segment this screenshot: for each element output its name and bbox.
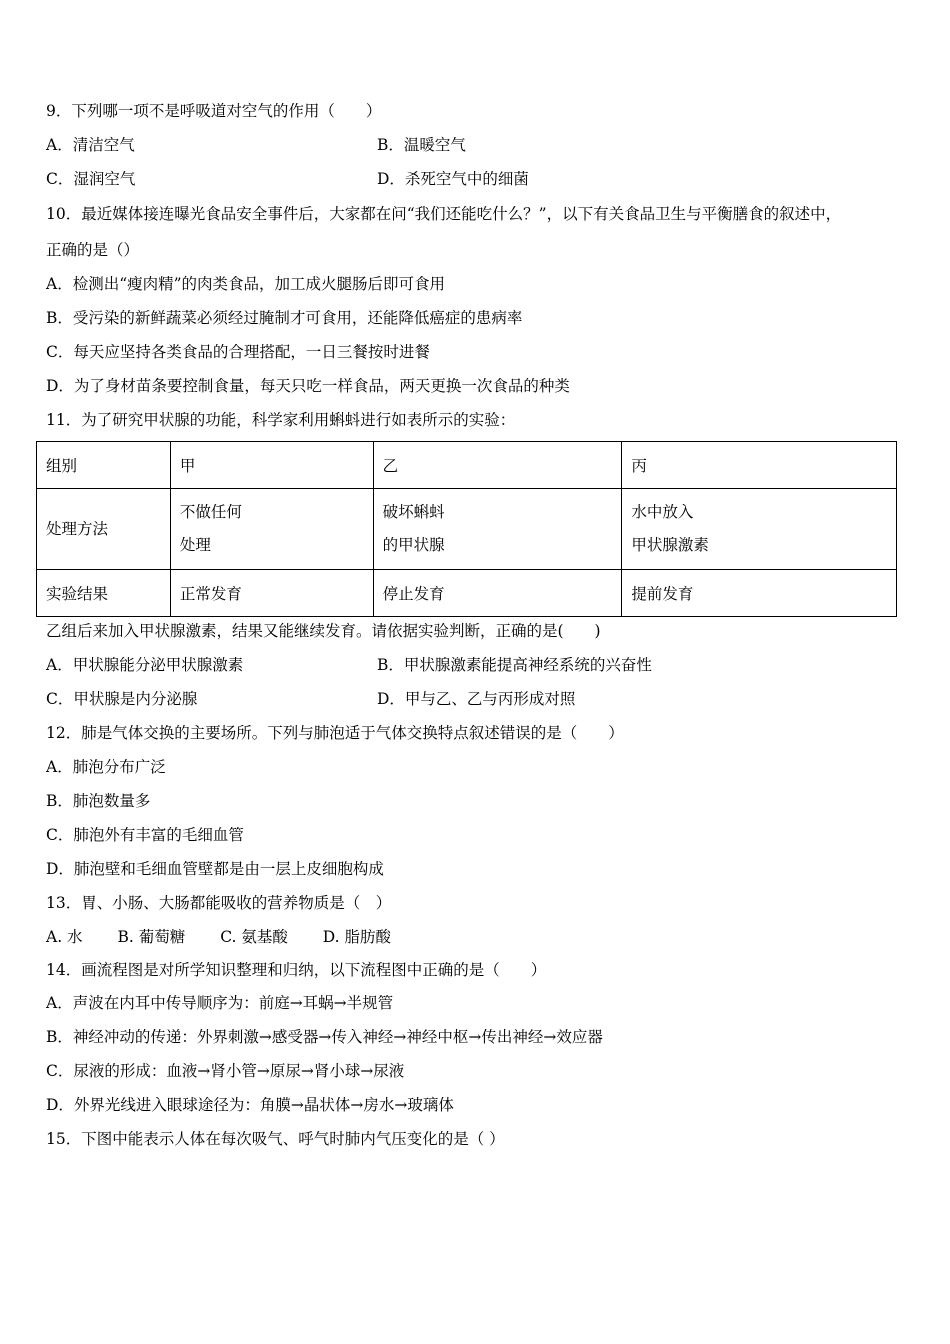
q10-stem-line1: 10．最近媒体接连曝光食品安全事件后，大家都在问“我们还能吃什么？”，以下有关食品卫生与平衡膳食的叙述中， xyxy=(46,205,842,223)
q10-option-c: C．每天应坚持各类食品的合理搭配，一日三餐按时进餐 xyxy=(46,343,430,361)
table-header-yi: 乙 xyxy=(373,442,622,489)
table-cell-method-label: 处理方法 xyxy=(37,489,171,570)
q14-stem: 14．画流程图是对所学知识整理和归纳，以下流程图中正确的是（ ） xyxy=(46,961,547,979)
cell-line: 的甲状腺 xyxy=(382,536,445,554)
table-cell-bing-method xyxy=(622,489,897,570)
q11-option-c: C．甲状腺是内分泌腺 xyxy=(46,690,198,708)
q13-option-c: C. 氨基酸 xyxy=(220,928,288,946)
table-header-bing: 丙 xyxy=(622,442,897,489)
q13-option-a: A. 水 xyxy=(46,928,83,946)
table-header-group: 组别 xyxy=(37,442,171,489)
q14-option-b: B．神经冲动的传递：外界刺激→感受器→传入神经→神经中枢→传出神经→效应器 xyxy=(46,1028,603,1046)
table-row xyxy=(37,570,897,617)
table-cell-result-label: 实验结果 xyxy=(37,570,171,617)
q11-stem: 11．为了研究甲状腺的功能，科学家利用蝌蚪进行如表所示的实验： xyxy=(46,411,516,429)
table-cell-jia-result: 正常发育 xyxy=(170,570,373,617)
q15-stem: 15．下图中能表示人体在每次吸气、呼气时肺内气压变化的是（ ） xyxy=(46,1130,505,1148)
q11-option-b: B．甲状腺激素能提高神经系统的兴奋性 xyxy=(377,656,652,674)
q12-option-a: A．肺泡分布广泛 xyxy=(46,758,166,776)
table-cell-bing-result: 提前发育 xyxy=(622,570,897,617)
q9-option-c: C．湿润空气 xyxy=(46,170,136,188)
q13-option-d: D. 脂肪酸 xyxy=(322,928,392,946)
q9-option-d: D．杀死空气中的细菌 xyxy=(377,170,529,188)
q13-stem: 13．胃、小肠、大肠都能吸收的营养物质是（ ） xyxy=(46,894,392,912)
cell-line: 不做任何 xyxy=(179,503,242,521)
table-cell-yi-method xyxy=(373,489,622,570)
q9-option-a: A．清洁空气 xyxy=(46,136,135,154)
q12-option-c: C．肺泡外有丰富的毛细血管 xyxy=(46,826,244,844)
q10-option-b: B．受污染的新鲜蔬菜必须经过腌制才可食用，还能降低癌症的患病率 xyxy=(46,309,523,327)
experiment-table xyxy=(36,441,897,617)
q14-option-c: C．尿液的形成：血液→肾小管→原尿→肾小球→尿液 xyxy=(46,1062,405,1080)
table-row xyxy=(37,489,897,570)
q12-stem: 12．肺是气体交换的主要场所。下列与肺泡适于气体交换特点叙述错误的是（ ） xyxy=(46,724,624,742)
q13-options xyxy=(46,927,421,947)
q9-option-b: B．温暖空气 xyxy=(377,136,466,154)
q12-option-b: B．肺泡数量多 xyxy=(46,792,151,810)
table-header-jia: 甲 xyxy=(170,442,373,489)
q11-option-a: A．甲状腺能分泌甲状腺激素 xyxy=(46,656,244,674)
q11-option-d: D．甲与乙、乙与丙形成对照 xyxy=(377,690,576,708)
q10-option-d: D．为了身材苗条要控制食量，每天只吃一样食品，两天更换一次食品的种类 xyxy=(46,377,570,395)
q12-option-d: D．肺泡壁和毛细血管壁都是由一层上皮细胞构成 xyxy=(46,860,384,878)
cell-line: 破坏蝌蚪 xyxy=(382,503,445,521)
q10-option-a: A．检测出“瘦肉精”的肉类食品，加工成火腿肠后即可食用 xyxy=(46,275,446,293)
table-cell-jia-method xyxy=(170,489,373,570)
q9-stem: 9．下列哪一项不是呼吸道对空气的作用（ ） xyxy=(46,102,382,120)
cell-line: 甲状腺激素 xyxy=(631,536,709,554)
q14-option-a: A．声波在内耳中传导顺序为：前庭→耳蜗→半规管 xyxy=(46,994,394,1012)
cell-line: 水中放入 xyxy=(631,503,694,521)
table-row xyxy=(37,442,897,489)
q10-stem-line2: 正确的是（） xyxy=(46,241,140,259)
q13-option-b: B. 葡萄糖 xyxy=(117,928,186,946)
table-cell-yi-result: 停止发育 xyxy=(373,570,622,617)
q14-option-d: D．外界光线进入眼球途径为：角膜→晶状体→房水→玻璃体 xyxy=(46,1096,454,1114)
cell-line: 处理 xyxy=(179,536,211,554)
q11-follow-up: 乙组后来加入甲状腺激素，结果又能继续发育。请依据实验判断，正确的是( ) xyxy=(46,622,601,640)
